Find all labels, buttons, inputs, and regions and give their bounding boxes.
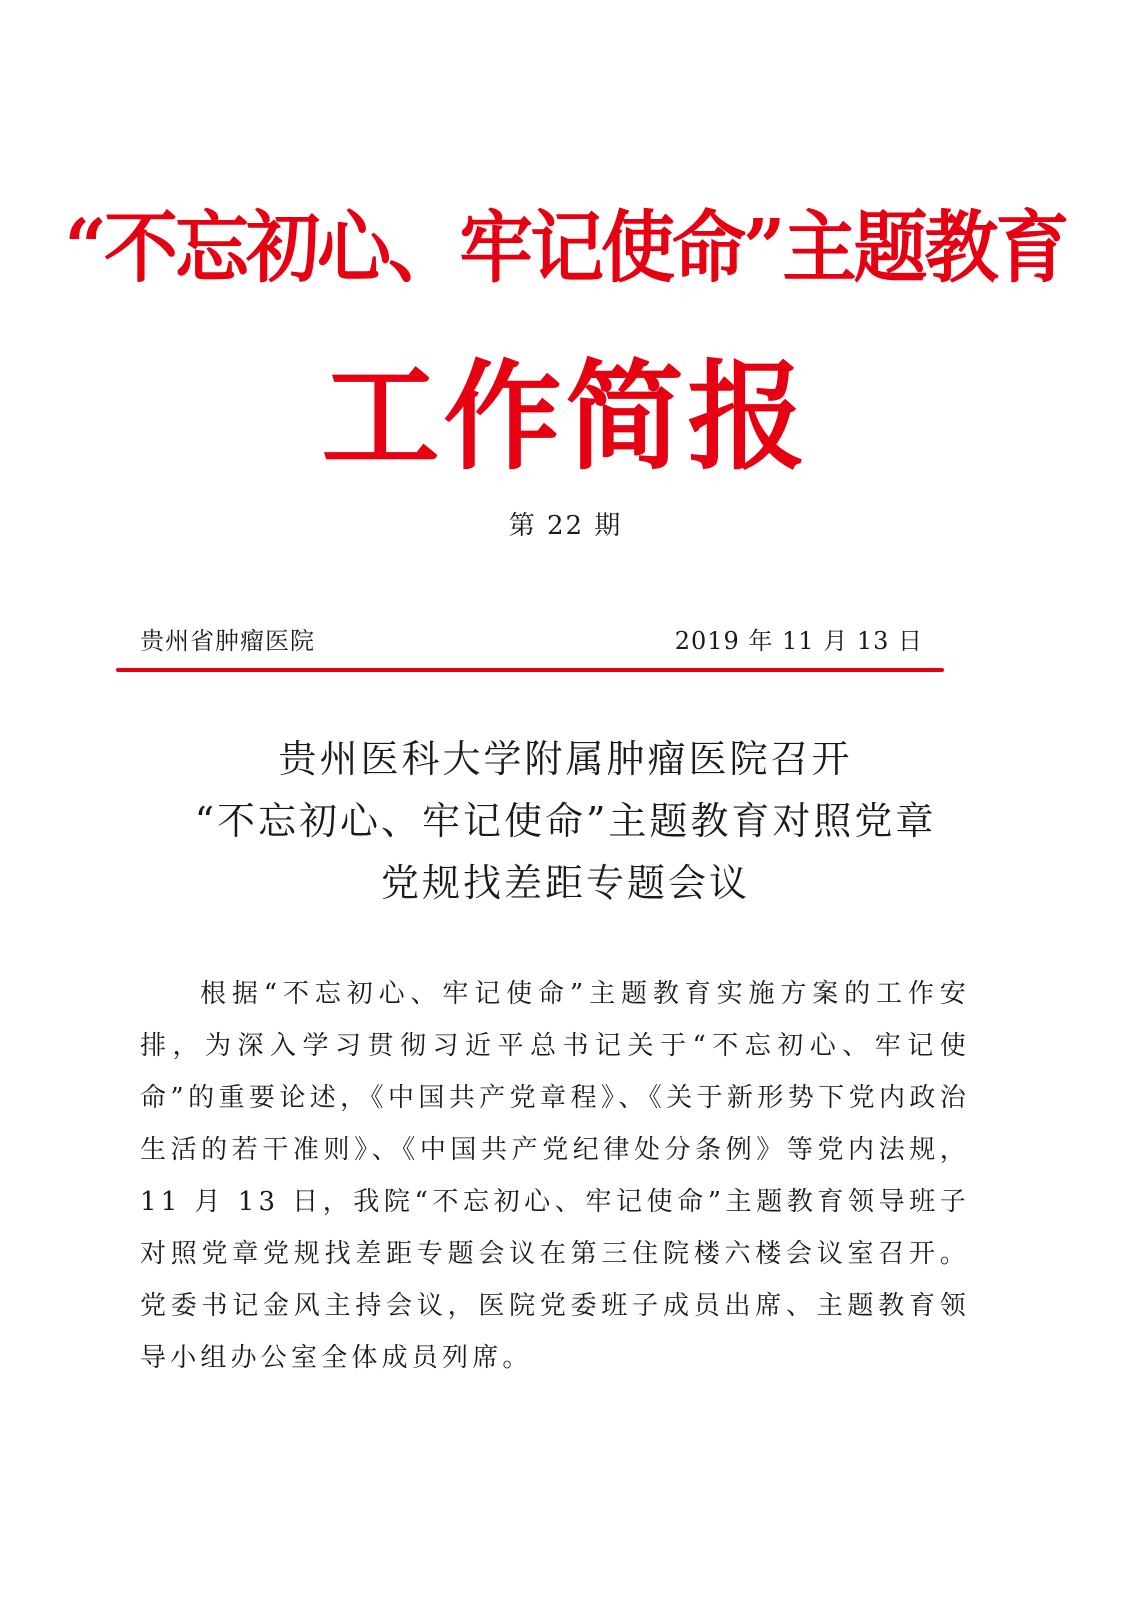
- article-title: [100, 728, 1031, 914]
- masthead-name: 工作简报: [321, 347, 810, 486]
- issue-date: 2019 年 11 月 13 日: [674, 627, 923, 655]
- issue-number: 第 22 期: [508, 511, 623, 541]
- issuer: 贵州省肿瘤医院: [140, 627, 315, 655]
- article-title-line: 贵州医科大学附属肿瘤医院召开: [278, 737, 853, 781]
- masthead-title: “不忘初心、牢记使命”主题教育: [64, 202, 1067, 294]
- article-title-line: “不忘初心、牢记使命”主题教育对照党章: [194, 799, 937, 843]
- red-divider-rule: [116, 668, 944, 672]
- article-title-line: 党规找差距专题会议: [380, 861, 750, 905]
- article-body-paragraph: 根据“不忘初心、牢记使命”主题教育实施方案的工作安排，为深入学习贯彻习近平总书记关于“不忘初心、牢记使命”的重要论述，《中国共产党章程》、《关于新形势下党内政治生活的若干准则》、《中国共产党纪律处分条例》等党内法规，11 月 13 日，我院“不忘初心、牢记使命”主题教育领导班子对照党章党规找差距专题会议在第三住院楼六楼会议室召开。党委书记金风主持会议，医院党委班子成员出席、主题教育领导小组办公室全体成员列席。: [140, 979, 970, 1373]
